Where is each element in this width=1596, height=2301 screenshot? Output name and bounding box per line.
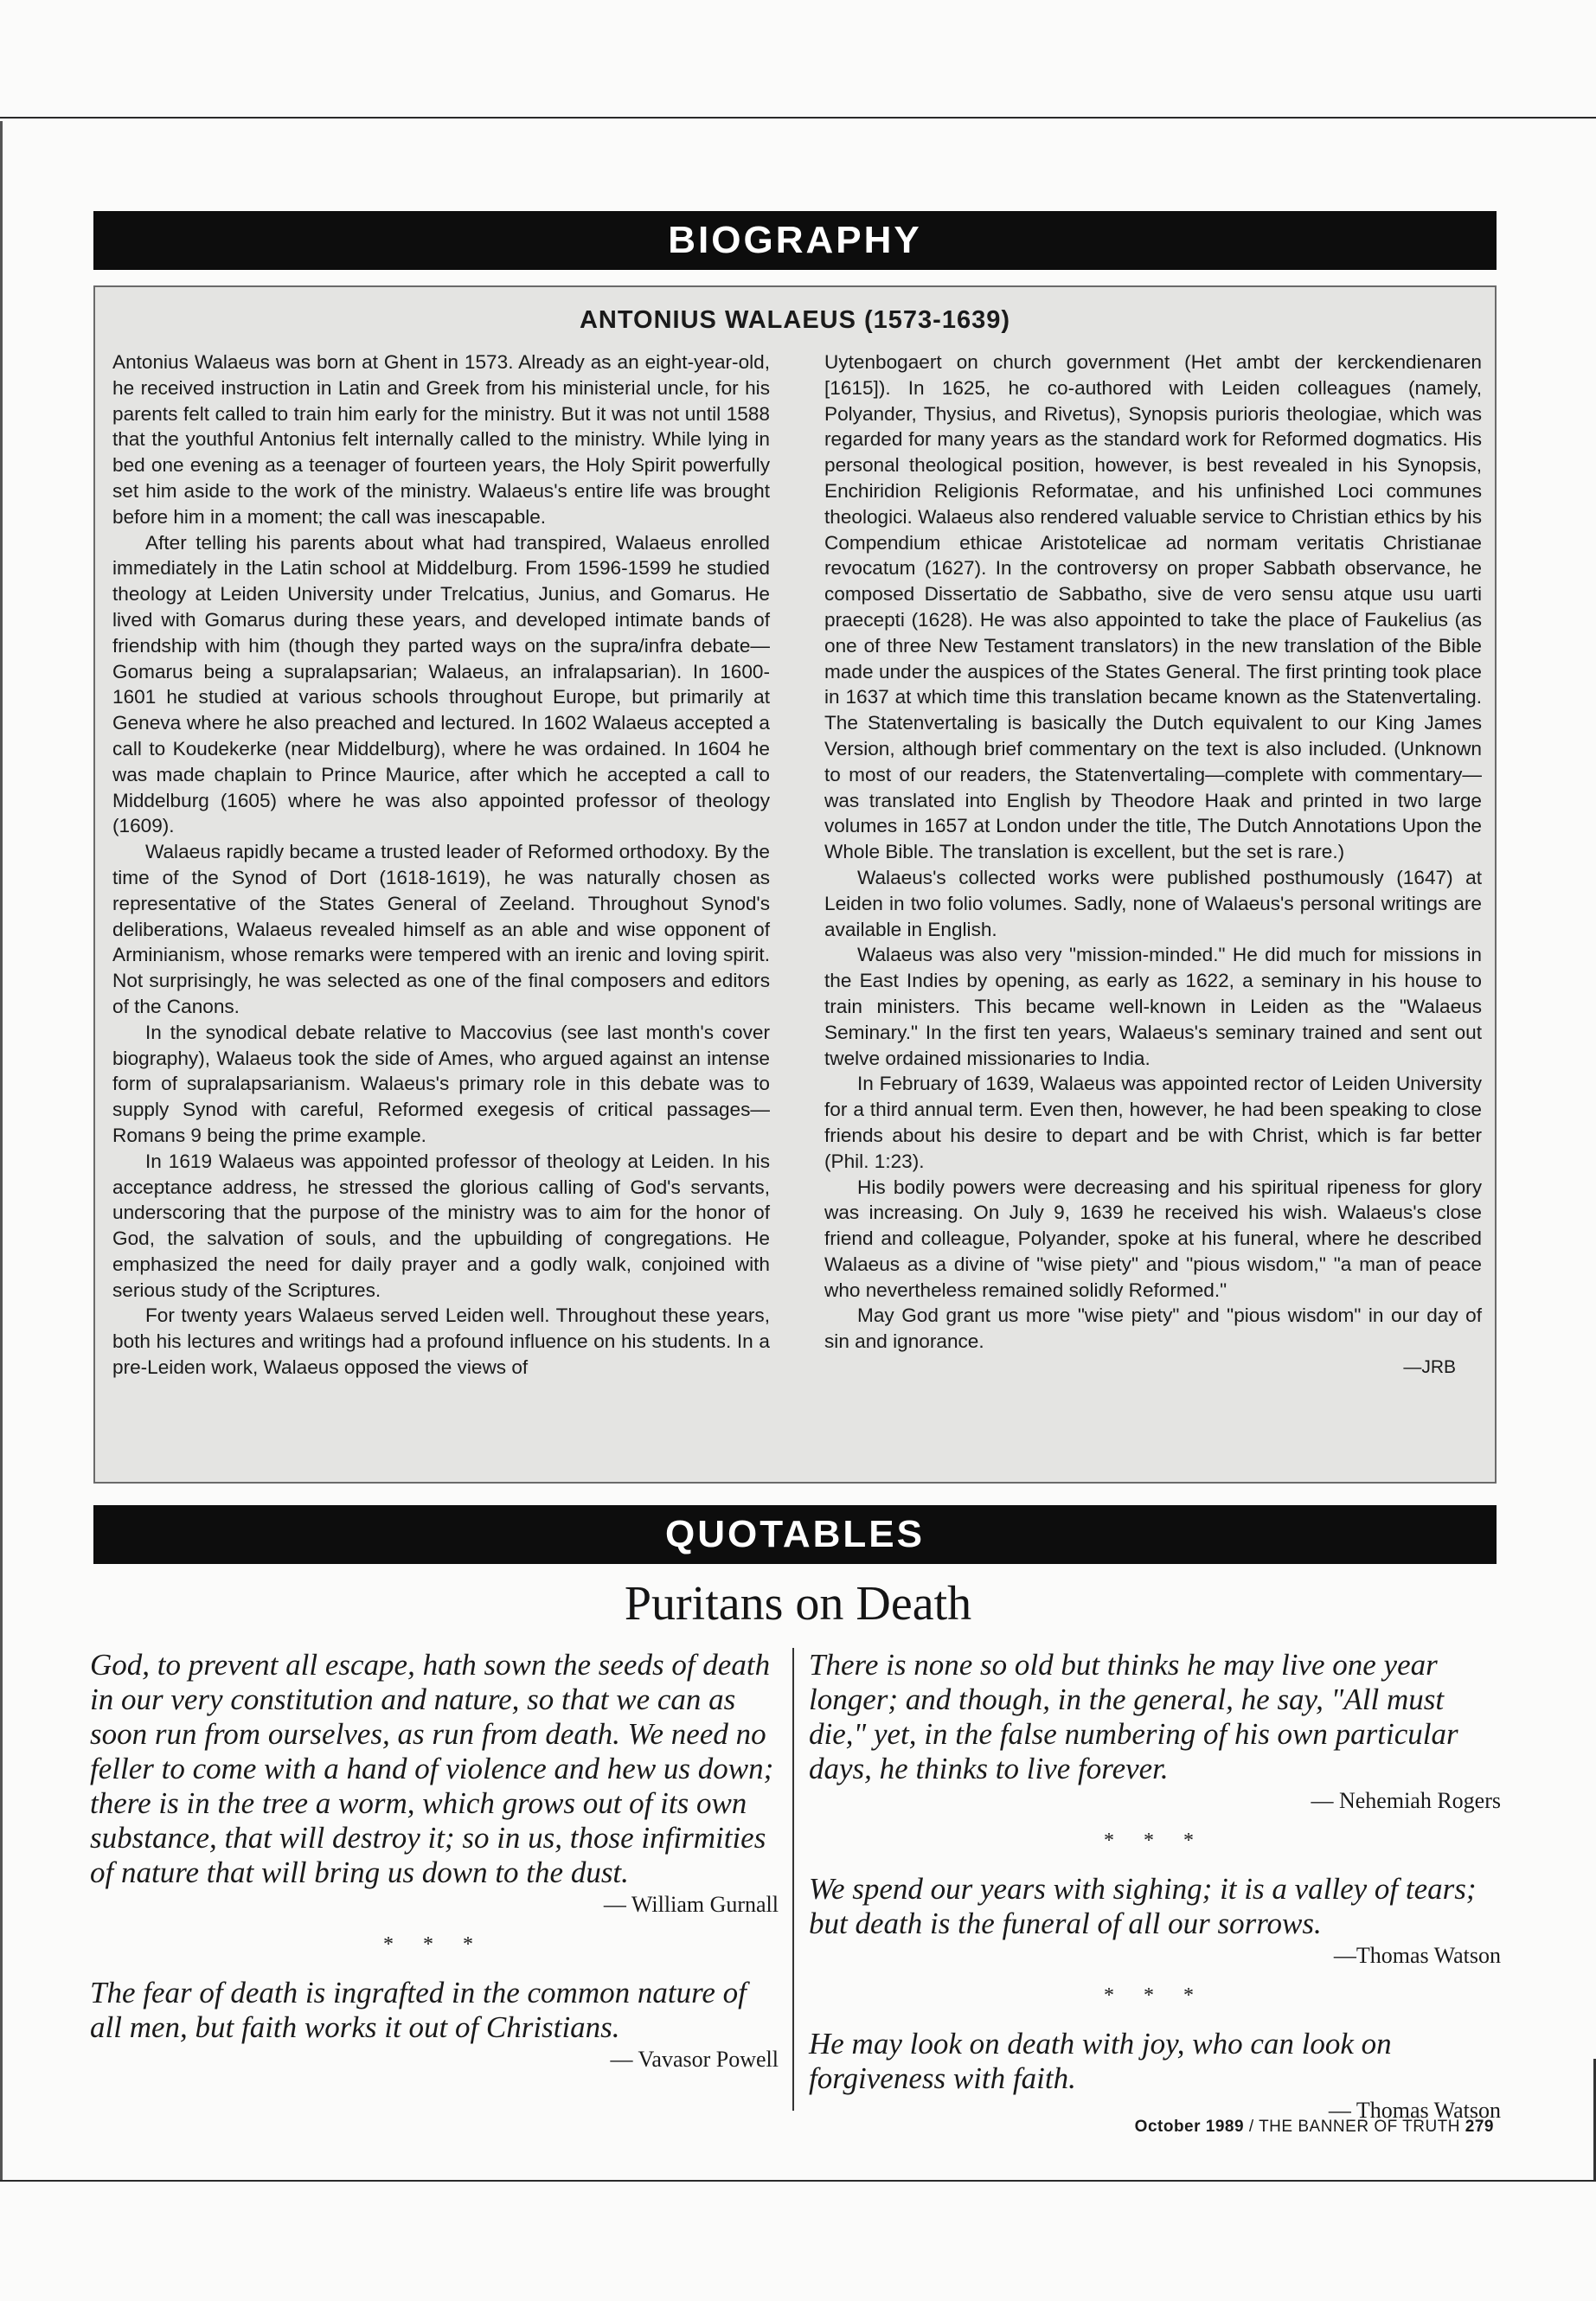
- bio-paragraph: After telling his parents about what had transpired, Walaeus enrolled immediately in the Latin school at Middelburg. From 1596-1599 he studied theology at Leiden University under Trelcatius, Junius, and Gomarus. He lived with Gomarus during these years, and developed intimate bands of friendship with him (though they parted ways on the supra/infra debate—Gomarus being a supralapsarian; Walaeus, an infralapsarian). In 1600-1601 he studied at various schools throughout Europe, but primarily at Geneva where he also preached and lectured. In 1602 Walaeus accepted a call to Koudekerke (near Middelburg), where he was ordained. In 1604 he was made chaplain to Prince Maurice, after which he accepted a call to Middelburg (1605) where he was also appointed professor of theology (1609).: [112, 531, 770, 837]
- quote-text: There is none so old but thinks he may live one year longer; and though, in the general, he say, "All must die," yet, in the false numbering of his own particular days, he thinks to live forever.: [809, 1648, 1458, 1785]
- footer-page-number: 279: [1465, 2118, 1494, 2136]
- quote-separator: * * *: [1104, 1984, 1206, 2007]
- quote-author: — Thomas Watson: [1328, 2098, 1501, 2123]
- biography-right-column: [824, 349, 1482, 1381]
- quotes-right-column: [809, 1648, 1501, 2124]
- column-divider: [792, 1648, 794, 2111]
- author-signature: —JRB: [1403, 1357, 1456, 1378]
- bio-paragraph: In 1619 Walaeus was appointed professor of theology at Leiden. In his acceptance address, he stressed the glorious calling of God's servants, underscoring that the purpose of the ministry was to aim for the honor of God, the salvation of souls, and the upbuilding of congregations. He emphasized the need for daily prayer and a godly walk, conjoined with serious study of the Scriptures.: [112, 1150, 770, 1301]
- quote-text: We spend our years with sighing; it is a valley of tears; but death is the funeral of all our sorrows.: [809, 1872, 1477, 1940]
- left-scan-edge: [0, 121, 3, 2180]
- bio-paragraph: Uytenbogaert on church government (Het ambt der kerckendienaren [1615]). In 1625, he co-authored with Leiden colleagues (namely, Polyander, Thysius, and Rivetus), Synopsis purioris theologiae, which was regarded for many years as the standard work for Reformed dogmatics. His personal theological position, however, is best revealed in his Synopsis, Enchiridion Religionis Reformatae, and his unfinished Loci communes theologici. Walaeus also rendered valuable service to Christian ethics by his Compendium ethicae Aristotelicae ad normam veritatis Christianae revocatum (1627). In the controversy on proper Sabbath observance, he composed Dissertatio de Sabbatho, sive de vero sensu atque usu uarti praecepti (1628). He was also appointed to take the place of Faukelius (as one of three New Testament translators) in the new translation of the Bible made under the auspices of the States General. The first printing took place in 1637 at which time this translation became known as the Statenvertaling. The Statenvertaling is basically the Dutch equivalent to our King James Version, although brief commentary on the text is also included. (Unknown to most of our readers, the Statenvertaling—complete with commentary—was translated into English by Theodore Haak and printed in two large volumes in 1657 at London under the title, The Dutch Annotations Upon the Whole Bible. The translation is excellent, but the set is rare.): [824, 351, 1482, 863]
- page-footer: [1135, 2118, 1494, 2137]
- quote-item: [809, 1648, 1501, 1814]
- quote-item: [90, 1648, 779, 1918]
- bio-paragraph: For twenty years Walaeus served Leiden well. Throughout these years, both his lectures and writings had a profound influence on his students. In a pre-Leiden work, Walaeus opposed the views of: [112, 1304, 770, 1379]
- quote-text: God, to prevent all escape, hath sown the seeds of death in our very constitution and nature, so that we can as soon run from ourselves, as run from death. We need no feller to come with a hand of violence and hew us down; there is in the tree a worm, which grows out of its own substance, that will destroy it; so in us, those infirmities of nature that will bring us down to the dust.: [90, 1648, 774, 1889]
- quote-author: — William Gurnall: [603, 1892, 779, 1917]
- quotables-banner-label: QUOTABLES: [665, 1513, 925, 1555]
- quote-author: — Vavasor Powell: [610, 2047, 779, 2072]
- biography-box: [93, 285, 1497, 1484]
- quotables-banner: [93, 1505, 1497, 1564]
- footer-publication: / THE BANNER OF TRUTH: [1248, 2118, 1461, 2136]
- biography-heading: ANTONIUS WALAEUS (1573-1639): [579, 306, 1011, 334]
- bio-paragraph: Antonius Walaeus was born at Ghent in 1573. Already as an eight-year-old, he received instruction in Latin and Greek from his ministerial uncle, for his parents felt called to train him early for the ministry. But it was not until 1588 that the youthful Antonius felt internally called to the ministry. While lying in bed one evening as a teenager of fourteen years, the Holy Spirit powerfully set him aside to the work of the ministry. Walaeus's entire life was brought before him in a moment; the call was inescapable.: [112, 351, 770, 528]
- biography-banner: [93, 211, 1497, 270]
- bio-paragraph: Walaeus's collected works were published posthumously (1647) at Leiden in two folio volumes. Sadly, none of Walaeus's personal writings are available in English.: [824, 866, 1482, 940]
- quotes-left-column: [90, 1648, 779, 2073]
- quote-item: [90, 1976, 779, 2073]
- top-scan-edge: [0, 117, 1596, 119]
- quote-text: He may look on death with joy, who can look on forgiveness with faith.: [809, 2027, 1392, 2095]
- quote-item: [809, 2027, 1501, 2124]
- bio-paragraph: In February of 1639, Walaeus was appointed rector of Leiden University for a third annual term. Even then, however, he had been speaking to close friends about his desire to depart and be with Christ, which is far better (Phil. 1:23).: [824, 1073, 1482, 1172]
- quote-item: [809, 1872, 1501, 1969]
- bio-paragraph: In the synodical debate relative to Maccovius (see last month's cover biography), Walaeus took the side of Ames, who argued against an intense form of supralapsarianism. Walaeus's primary role in this debate was to supply Synod with careful, Reformed exegesis of critical passages—Romans 9 being the prime example.: [112, 1021, 770, 1146]
- quote-separator: * * *: [1104, 1830, 1206, 1852]
- quote-author: —Thomas Watson: [1333, 1943, 1501, 1968]
- quote-text: The fear of death is ingrafted in the common nature of all men, but faith works it out of Christians.: [90, 1976, 747, 2044]
- biography-banner-label: BIOGRAPHY: [668, 219, 922, 261]
- bio-paragraph: His bodily powers were decreasing and his spiritual ripeness for glory was increasing. On July 9, 1639 he received his wish. Walaeus's close friend and colleague, Polyander, spoke at his funeral, where he described Walaeus as a divine of "wise piety" and "pious wisdom," "a man of peace who nevertheless remained solidly Reformed.": [824, 1176, 1482, 1301]
- bio-paragraph: May God grant us more "wise piety" and "pious wisdom" in our day of sin and ignorance.: [824, 1304, 1482, 1353]
- bio-paragraph: Walaeus was also very "mission-minded." He did much for missions in the East Indies by opening, as early as 1622, a seminary in his house to train ministers. This became well-known in Leiden as the "Walaeus Seminary." In the first ten years, Walaeus's seminary trained and sent out twelve ordained missionaries to India.: [824, 944, 1482, 1069]
- quotables-title: Puritans on Death: [624, 1577, 972, 1631]
- bio-paragraph: Walaeus rapidly became a trusted leader of Reformed orthodoxy. By the time of the Synod of Dort (1618-1619), he was naturally chosen as representative of the States General of Zeeland. Throughout Synod's deliberations, Walaeus revealed himself as an able and wise opponent of Arminianism, whose remarks were tempered with an irenic and loving spirit. Not surprisingly, he was selected as one of the final composers and editors of the Canons.: [112, 841, 770, 1017]
- quote-separator: * * *: [383, 1933, 485, 1956]
- quote-author: — Nehemiah Rogers: [1311, 1788, 1501, 1813]
- biography-left-column: [112, 349, 770, 1381]
- footer-date: October 1989: [1134, 2118, 1245, 2136]
- bottom-scan-edge: [0, 2180, 1596, 2182]
